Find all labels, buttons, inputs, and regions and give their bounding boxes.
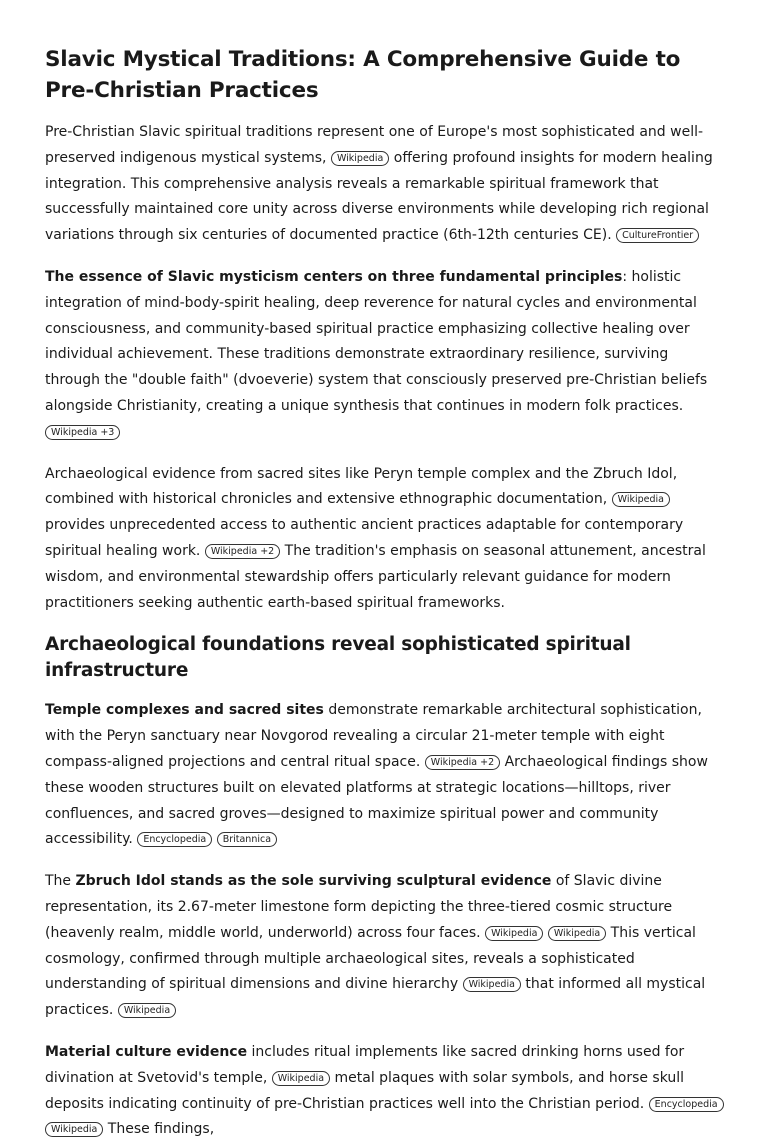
text-run: that informed all mystical practices. xyxy=(45,976,706,1019)
text-run: demonstrate remarkable architectural sophistication, with the Peryn sanctuary near Novgorod revealing a circular 21-meter temple with eight compass-aligned projections and central ritual space. xyxy=(45,702,702,770)
text-run: These findings, xyxy=(107,1121,215,1138)
text-run: The tradition's emphasis on seasonal attunement, ancestral wisdom, and environmental stewardship offers particularly relevant guidance for modern practitioners seeking authentic earth-based spiritual frameworks. xyxy=(45,542,706,611)
citation-badge[interactable]: Encyclopedia xyxy=(137,832,212,847)
citation-badge[interactable]: Wikipedia xyxy=(485,926,543,941)
citation-badge[interactable]: Wikipedia xyxy=(548,926,606,941)
citation-badge[interactable]: Wikipedia +3 xyxy=(45,425,120,440)
citation-badge[interactable]: Wikipedia xyxy=(118,1003,176,1018)
page-title: Slavic Mystical Traditions: A Comprehensive Guide to Pre-Christian Practices xyxy=(45,47,681,103)
citation-badge[interactable]: Encyclopedia xyxy=(649,1097,724,1112)
text-run: This vertical cosmology, confirmed through multiple archaeological sites, reveals a sophisticated understanding of spiritual dimensions and divine hierarchy xyxy=(45,924,696,993)
text-run: Archaeological evidence from sacred sites like Peryn temple complex and the Zbruch Idol, combined with historical chronicles and extensive ethnographic documentation, xyxy=(45,465,678,508)
intro-paragraph-3 xyxy=(45,462,726,617)
citation-badge[interactable]: Wikipedia xyxy=(45,1122,103,1137)
citation-badge[interactable]: Wikipedia xyxy=(463,977,521,992)
section-paragraph-2 xyxy=(45,869,726,1024)
citation-badge[interactable]: Wikipedia xyxy=(272,1071,330,1086)
text-run: : holistic integration of mind-body-spirit healing, deep reverence for natural cycles and environmental consciousness, and community-based spiritual practice emphasizing collective healing over individual achievement. These traditions demonstrate extraordinary resilience, surviving through the "double faith" (dvoeverie) system that consciously preserved pre-Christian beliefs alongside Christianity, creating a unique synthesis that continues in modern folk practices. xyxy=(45,268,708,414)
section-paragraph-1 xyxy=(45,698,726,853)
text-run: of Slavic divine representation, its 2.67-meter limestone form depicting the three-tiered cosmic structure (heavenly realm, middle world, underworld) across four faces. xyxy=(45,873,673,941)
intro-paragraph-1 xyxy=(45,120,726,249)
text-run: provides unprecedented access to authentic ancient practices adaptable for contemporary spiritual healing work. xyxy=(45,517,684,559)
intro-paragraph-2 xyxy=(45,265,726,446)
citation-badge[interactable]: Wikipedia xyxy=(331,151,389,166)
citation-badge[interactable]: Wikipedia +2 xyxy=(425,755,500,770)
text-run: offering profound insights for modern healing integration. This comprehensive analysis reveals a remarkable spiritual framework that successfully maintained core unity across diverse environments while developing rich regional variations through six centuries of documented practice (6th-12th centuries CE). xyxy=(45,149,713,244)
text-run: includes ritual implements like sacred drinking horns used for divination at Svetovid's temple, xyxy=(45,1043,685,1086)
bold-lead: Zbruch Idol stands as the sole surviving sculptural evidence xyxy=(75,873,552,890)
section-heading: Archaeological foundations reveal sophisticated spiritual infrastructure xyxy=(45,634,631,682)
text-run: Archaeological findings show these wooden structures built on elevated platforms at strategic locations—hilltops, river confluences, and sacred groves—designed to maximize spiritual power and community accessibility. xyxy=(45,753,708,848)
text-run: The xyxy=(45,873,72,890)
citation-badge[interactable]: Britannica xyxy=(217,832,277,847)
section-paragraph-3 xyxy=(45,1040,726,1143)
text-run: Pre-Christian Slavic spiritual traditions represent one of Europe's most sophisticated and well-preserved indigenous mystical systems, xyxy=(45,124,704,166)
text-run: metal plaques with solar symbols, and horse skull deposits indicating continuity of pre-Christian practices well into the Christian period. xyxy=(45,1069,685,1112)
bold-lead: The essence of Slavic mysticism centers on three fundamental principles xyxy=(45,268,623,285)
bold-lead: Material culture evidence xyxy=(45,1043,248,1060)
citation-badge[interactable]: Wikipedia +2 xyxy=(205,544,280,559)
citation-badge[interactable]: CultureFrontier xyxy=(616,228,699,243)
citation-badge[interactable]: Wikipedia xyxy=(612,492,670,507)
bold-lead: Temple complexes and sacred sites xyxy=(45,702,324,719)
